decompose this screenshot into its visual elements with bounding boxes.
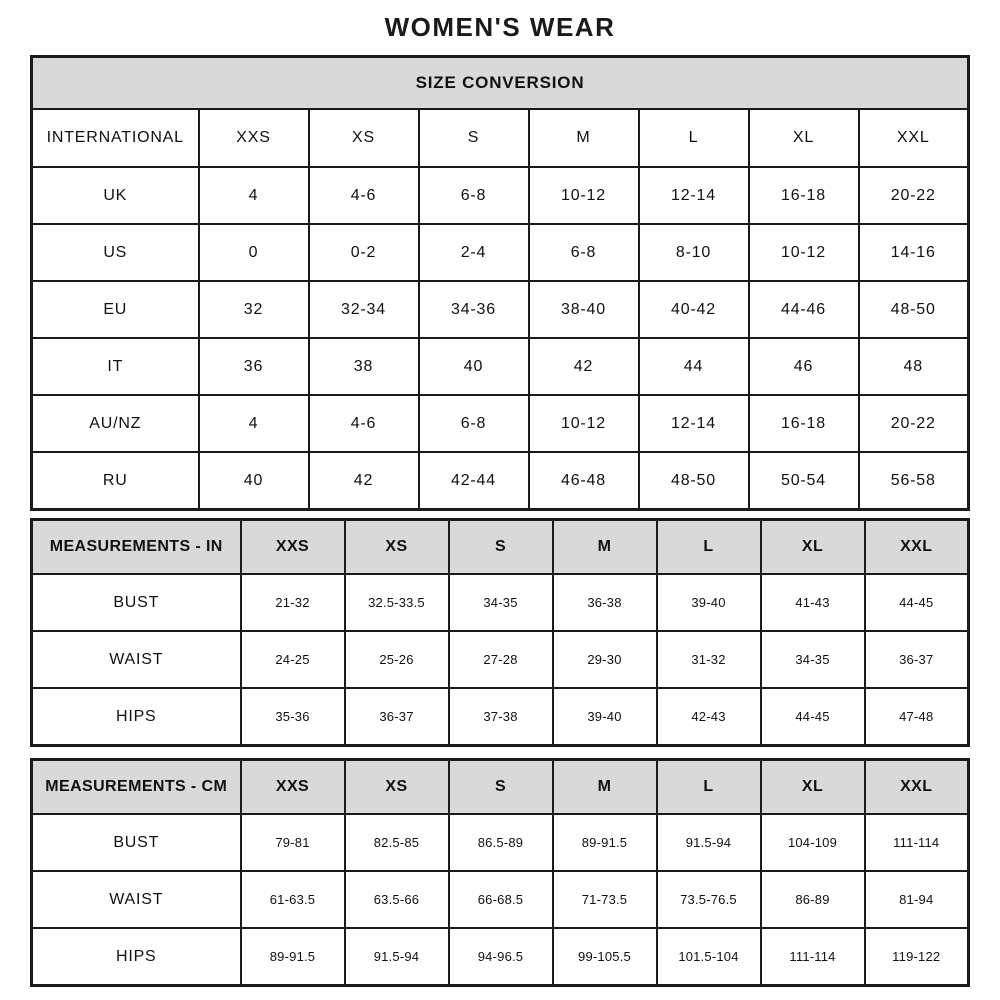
- measurement-value-cell: 31-32: [657, 631, 761, 688]
- region-label: EU: [32, 281, 199, 338]
- size-value-cell: 12-14: [639, 395, 749, 452]
- measurements-size-header: M: [553, 760, 657, 815]
- measurement-value-cell: 37-38: [449, 688, 553, 746]
- measurements-title-header: MEASUREMENTS - IN: [32, 520, 241, 575]
- measurement-value-cell: 86-89: [761, 871, 865, 928]
- size-conversion-header-row: [32, 109, 969, 167]
- measurement-label: HIPS: [32, 688, 241, 746]
- measurement-row: [32, 631, 969, 688]
- conversion-row: [32, 338, 969, 395]
- size-value-cell: 34-36: [419, 281, 529, 338]
- conversion-size-header: S: [419, 109, 529, 167]
- size-conversion-table: [30, 55, 970, 511]
- measurement-value-cell: 86.5-89: [449, 814, 553, 871]
- measurement-value-cell: 119-122: [865, 928, 969, 986]
- measurement-value-cell: 41-43: [761, 574, 865, 631]
- measurement-label: WAIST: [32, 631, 241, 688]
- size-value-cell: 40: [199, 452, 309, 510]
- measurements-size-header: L: [657, 760, 761, 815]
- size-value-cell: 10-12: [529, 167, 639, 224]
- measurement-value-cell: 81-94: [865, 871, 969, 928]
- measurement-value-cell: 99-105.5: [553, 928, 657, 986]
- conversion-size-header: XXS: [199, 109, 309, 167]
- size-value-cell: 44: [639, 338, 749, 395]
- measurements-size-header: XXL: [865, 520, 969, 575]
- measurement-value-cell: 66-68.5: [449, 871, 553, 928]
- measurement-value-cell: 63.5-66: [345, 871, 449, 928]
- size-value-cell: 6-8: [419, 167, 529, 224]
- measurement-value-cell: 36-38: [553, 574, 657, 631]
- measurements-in-table: [30, 518, 970, 747]
- size-value-cell: 2-4: [419, 224, 529, 281]
- measurements-size-header: XS: [345, 760, 449, 815]
- region-label: RU: [32, 452, 199, 510]
- measurements-size-header: S: [449, 520, 553, 575]
- region-label: IT: [32, 338, 199, 395]
- size-value-cell: 0: [199, 224, 309, 281]
- measurements-title-header: MEASUREMENTS - CM: [32, 760, 241, 815]
- conversion-row: [32, 167, 969, 224]
- size-value-cell: 4: [199, 167, 309, 224]
- measurement-value-cell: 89-91.5: [553, 814, 657, 871]
- size-value-cell: 50-54: [749, 452, 859, 510]
- measurement-value-cell: 39-40: [553, 688, 657, 746]
- size-value-cell: 4: [199, 395, 309, 452]
- measurement-value-cell: 39-40: [657, 574, 761, 631]
- size-value-cell: 44-46: [749, 281, 859, 338]
- size-conversion-title: SIZE CONVERSION: [32, 57, 969, 110]
- size-value-cell: 46-48: [529, 452, 639, 510]
- measurement-value-cell: 44-45: [865, 574, 969, 631]
- measurements-size-header: M: [553, 520, 657, 575]
- measurement-value-cell: 111-114: [761, 928, 865, 986]
- measurement-value-cell: 79-81: [241, 814, 345, 871]
- measurements-size-header: XXS: [241, 520, 345, 575]
- size-value-cell: 10-12: [529, 395, 639, 452]
- measurements-cm-body: [32, 814, 969, 986]
- page-title: WOMEN'S WEAR: [384, 12, 616, 42]
- measurements-cm-table: [30, 758, 970, 987]
- size-value-cell: 0-2: [309, 224, 419, 281]
- size-value-cell: 10-12: [749, 224, 859, 281]
- conversion-size-header: L: [639, 109, 749, 167]
- measurement-value-cell: 25-26: [345, 631, 449, 688]
- measurement-value-cell: 47-48: [865, 688, 969, 746]
- measurement-value-cell: 91.5-94: [657, 814, 761, 871]
- size-value-cell: 42-44: [419, 452, 529, 510]
- conversion-size-header: XS: [309, 109, 419, 167]
- size-value-cell: 48-50: [859, 281, 969, 338]
- region-label: UK: [32, 167, 199, 224]
- measurement-row: [32, 574, 969, 631]
- measurement-value-cell: 36-37: [865, 631, 969, 688]
- size-value-cell: 40-42: [639, 281, 749, 338]
- measurement-value-cell: 27-28: [449, 631, 553, 688]
- region-label: AU/NZ: [32, 395, 199, 452]
- size-value-cell: 16-18: [749, 395, 859, 452]
- size-value-cell: 48-50: [639, 452, 749, 510]
- size-value-cell: 4-6: [309, 167, 419, 224]
- size-value-cell: 42: [529, 338, 639, 395]
- size-value-cell: 8-10: [639, 224, 749, 281]
- measurement-value-cell: 91.5-94: [345, 928, 449, 986]
- size-value-cell: 14-16: [859, 224, 969, 281]
- size-value-cell: 6-8: [529, 224, 639, 281]
- conversion-row: [32, 281, 969, 338]
- measurement-row: [32, 814, 969, 871]
- size-conversion-band-row: [32, 57, 969, 110]
- measurement-value-cell: 101.5-104: [657, 928, 761, 986]
- size-value-cell: 12-14: [639, 167, 749, 224]
- measurement-row: [32, 688, 969, 746]
- measurement-value-cell: 36-37: [345, 688, 449, 746]
- size-value-cell: 42: [309, 452, 419, 510]
- measurement-value-cell: 73.5-76.5: [657, 871, 761, 928]
- measurement-label: HIPS: [32, 928, 241, 986]
- measurement-value-cell: 44-45: [761, 688, 865, 746]
- measurements-size-header: XS: [345, 520, 449, 575]
- measurement-value-cell: 111-114: [865, 814, 969, 871]
- measurements-size-header: XL: [761, 760, 865, 815]
- size-conversion-body: [32, 167, 969, 510]
- measurement-value-cell: 82.5-85: [345, 814, 449, 871]
- region-label: US: [32, 224, 199, 281]
- measurement-value-cell: 71-73.5: [553, 871, 657, 928]
- measurement-value-cell: 21-32: [241, 574, 345, 631]
- size-value-cell: 40: [419, 338, 529, 395]
- size-value-cell: 56-58: [859, 452, 969, 510]
- measurements-size-header: XXL: [865, 760, 969, 815]
- measurement-label: BUST: [32, 814, 241, 871]
- conversion-size-header: M: [529, 109, 639, 167]
- size-value-cell: 6-8: [419, 395, 529, 452]
- measurement-value-cell: 34-35: [761, 631, 865, 688]
- size-chart-page: [30, 0, 970, 987]
- size-value-cell: 36: [199, 338, 309, 395]
- measurement-label: WAIST: [32, 871, 241, 928]
- conversion-size-header: XL: [749, 109, 859, 167]
- measurement-value-cell: 42-43: [657, 688, 761, 746]
- measurement-value-cell: 89-91.5: [241, 928, 345, 986]
- conversion-row: [32, 395, 969, 452]
- conversion-row: [32, 224, 969, 281]
- measurement-value-cell: 94-96.5: [449, 928, 553, 986]
- conversion-size-header: XXL: [859, 109, 969, 167]
- measurements-size-header: L: [657, 520, 761, 575]
- measurement-value-cell: 104-109: [761, 814, 865, 871]
- size-value-cell: 38: [309, 338, 419, 395]
- measurement-value-cell: 29-30: [553, 631, 657, 688]
- size-value-cell: 48: [859, 338, 969, 395]
- size-value-cell: 20-22: [859, 395, 969, 452]
- size-value-cell: 32-34: [309, 281, 419, 338]
- measurement-row: [32, 928, 969, 986]
- measurement-value-cell: 35-36: [241, 688, 345, 746]
- size-value-cell: 32: [199, 281, 309, 338]
- size-value-cell: 20-22: [859, 167, 969, 224]
- measurement-value-cell: 61-63.5: [241, 871, 345, 928]
- measurement-row: [32, 871, 969, 928]
- measurement-value-cell: 24-25: [241, 631, 345, 688]
- conversion-row: [32, 452, 969, 510]
- conversion-corner-header: INTERNATIONAL: [32, 109, 199, 167]
- measurements-cm-header-row: [32, 760, 969, 815]
- measurement-value-cell: 34-35: [449, 574, 553, 631]
- measurement-label: BUST: [32, 574, 241, 631]
- measurements-size-header: XXS: [241, 760, 345, 815]
- measurements-size-header: XL: [761, 520, 865, 575]
- measurement-value-cell: 32.5-33.5: [345, 574, 449, 631]
- measurements-size-header: S: [449, 760, 553, 815]
- measurements-in-body: [32, 574, 969, 746]
- size-value-cell: 38-40: [529, 281, 639, 338]
- size-value-cell: 16-18: [749, 167, 859, 224]
- size-value-cell: 46: [749, 338, 859, 395]
- size-value-cell: 4-6: [309, 395, 419, 452]
- measurements-in-header-row: [32, 520, 969, 575]
